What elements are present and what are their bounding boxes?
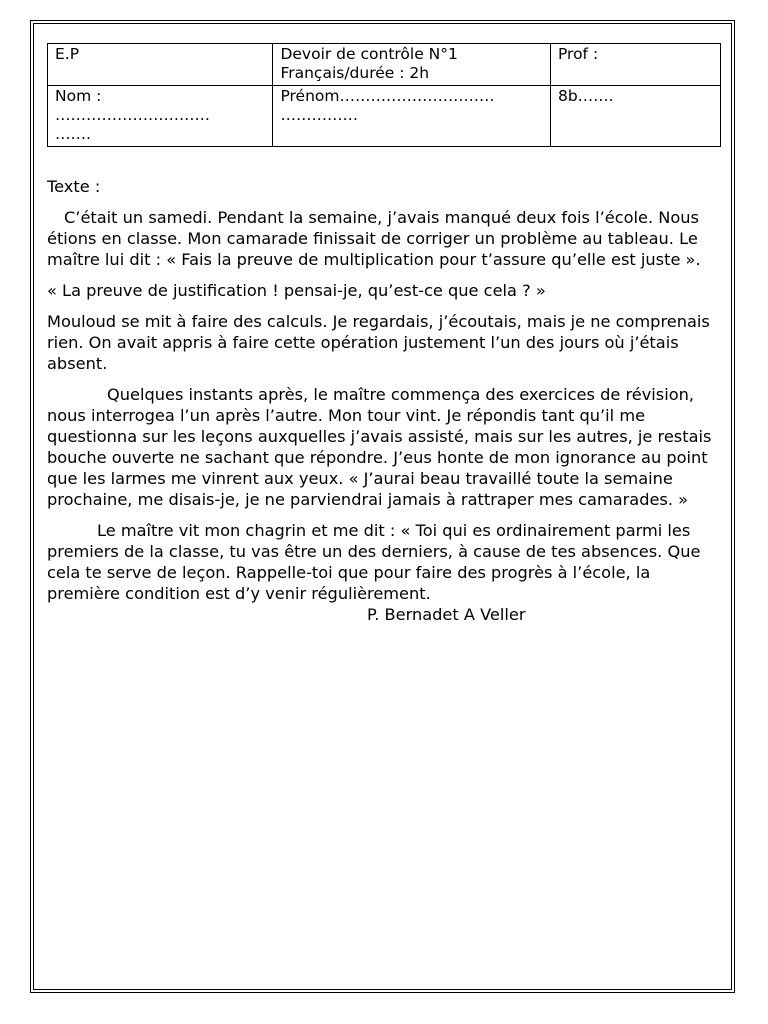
paragraph-4: Quelques instants après, le maître commença des exercices de révision, nous interrogea l’un après l’autre. Mon tour vint. Je répondis tant qu’il me questionna sur les leçons auxquelles j’avais assisté, mais sur les autres, je restais bouche ouverte ne sachant que répondre. J’eus honte de mon ignorance au point que les larmes me vinrent aux yeux. « J’aurai beau travaillé toute la semaine prochaine, me disais-je, je ne parviendrai jamais à rattraper mes camarades. »	[47, 385, 712, 509]
paragraph-2: « La preuve de justification ! pensai-je, qu’est-ce que cela ? »	[47, 281, 546, 300]
prenom-dots-line2: ……………	[280, 106, 358, 124]
exam-title: Devoir de contrôle N°1	[280, 45, 458, 63]
nom-dots-line2: …….	[55, 125, 91, 143]
text-label: Texte :	[47, 177, 101, 196]
school-label: E.P	[55, 45, 80, 63]
header-row-bottom	[48, 86, 721, 147]
nom-dots-line1: …………………………	[55, 106, 210, 124]
prenom-cell	[273, 86, 551, 147]
author-signature: P. Bernadet A Veller	[367, 605, 526, 624]
paragraph-5: Le maître vit mon chagrin et me dit : « Toi qui es ordinairement parmi les premiers de la classe, tu vas être un des derniers, à cause de tes absences. Que cela te serve de leçon. Rappelle-toi que pour faire des progrès à l’école, la première condition est d’y venir régulièrement.	[47, 521, 701, 603]
exam-cell	[273, 44, 551, 86]
header-table	[47, 43, 721, 147]
paragraph-1: C’était un samedi. Pendant la semaine, j’avais manqué deux fois l’école. Nous étions en classe. Mon camarade finissait de corriger un problème au tableau. Le maître lui dit : « Fais la preuve de multiplication pour t’assure qu’elle est juste ».	[47, 208, 701, 269]
text-body	[47, 176, 723, 625]
exam-subject-duration: Français/durée : 2h	[280, 64, 430, 82]
classe-label: 8b…….	[557, 87, 614, 105]
header-row-top	[48, 44, 721, 86]
prof-label: Prof :	[557, 45, 599, 63]
nom-cell	[48, 86, 273, 147]
prof-cell	[550, 44, 720, 86]
prenom-label: Prénom…………………………	[280, 87, 495, 105]
nom-label: Nom :	[55, 87, 102, 105]
classe-cell	[550, 86, 720, 147]
school-cell	[48, 44, 273, 86]
paragraph-3: Mouloud se mit à faire des calculs. Je regardais, j’écoutais, mais je ne comprenais rien. On avait appris à faire cette opération justement l’un des jours où j’étais absent.	[47, 312, 710, 373]
